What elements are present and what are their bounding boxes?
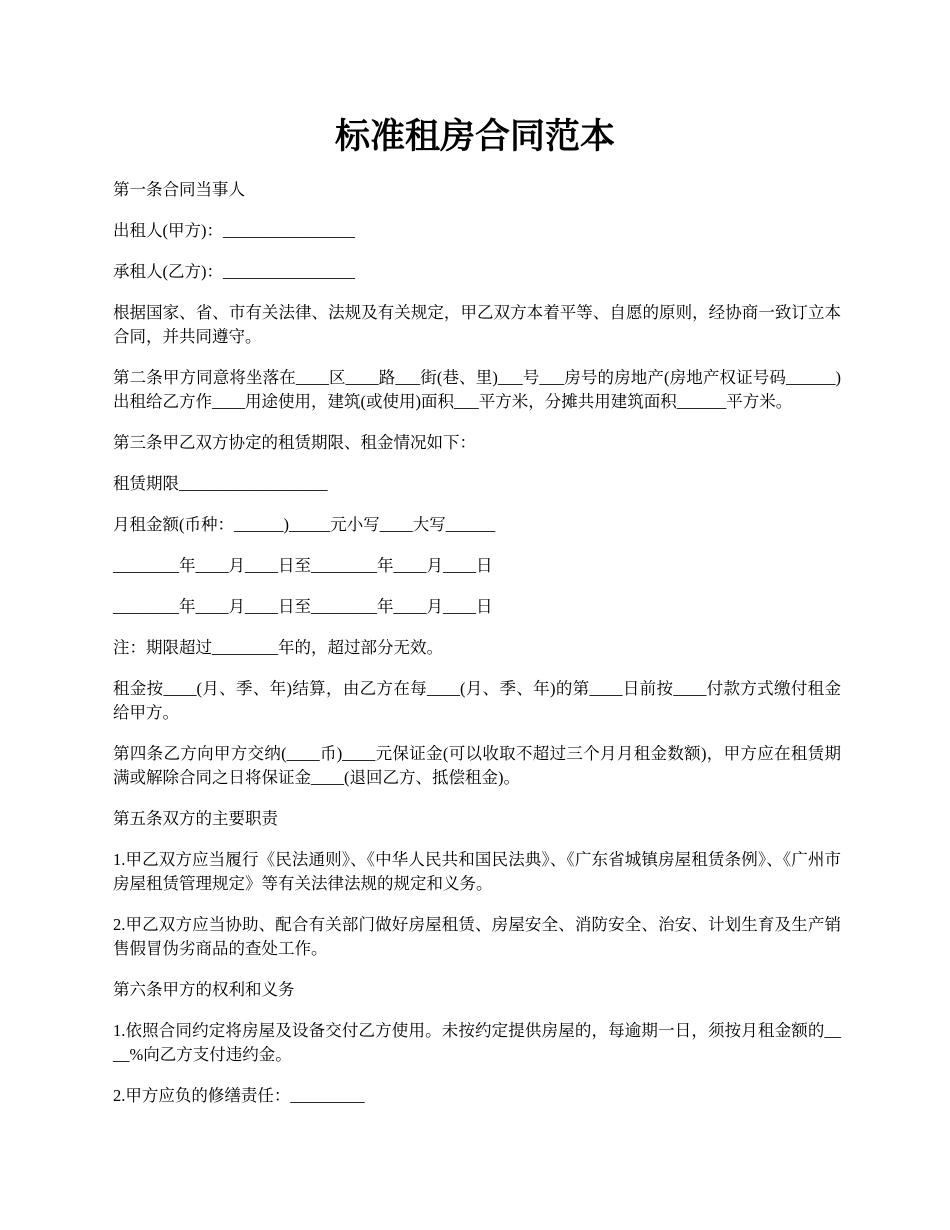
lease-term-field: 租赁期限__________________: [113, 474, 328, 493]
document-title: 标准租房合同范本: [334, 116, 615, 157]
article-5-item-1: 1.甲乙双方应当履行《民法通则》、《中华人民共和国民法典》、《广东省城镇房屋租赁条例》、《广州市房屋租赁管理规定》等有关法律法规的规定和义务。: [113, 850, 841, 893]
monthly-rent-field: 月租金额(币种：______)_____元小写____大写______: [113, 515, 496, 534]
date-range-line: ________年____月____日至________年____月____日: [113, 556, 493, 575]
article-6-item-2: 2.甲方应负的修缮责任：_________: [113, 1086, 365, 1105]
date-range-line: ________年____月____日至________年____月____日: [113, 597, 493, 616]
article-3-heading: 第三条甲乙双方协定的租赁期限、租金情况如下：: [113, 433, 476, 452]
article-5-item-2: 2.甲乙双方应当协助、配合有关部门做好房屋租赁、房屋安全、消防安全、治安、计划生育及生产销售假冒伪劣商品的查处工作。: [113, 915, 841, 958]
preamble-paragraph: 根据国家、省、市有关法律、法规及有关规定，甲乙双方本着平等、自愿的原则，经协商一致订立本合同，并共同遵守。: [113, 303, 841, 346]
rent-payment-paragraph: 租金按____(月、季、年)结算，由乙方在每____(月、季、年)的第____日前按____付款方式缴付租金给甲方。: [113, 679, 841, 722]
term-note: 注：期限超过________年的，超过部分无效。: [113, 638, 443, 657]
article-4-paragraph: 第四条乙方向甲方交纳(____币)____元保证金(可以收取不超过三个月月租金数额)，甲方应在租赁期满或解除合同之日将保证金____(退回乙方、抵偿租金)。: [113, 744, 841, 787]
lessee-field: 承租人(乙方)：________________: [113, 262, 355, 281]
article-6-heading: 第六条甲方的权利和义务: [113, 980, 295, 999]
document-body: [113, 178, 846, 1125]
article-1-heading: 第一条合同当事人: [113, 180, 245, 199]
article-5-heading: 第五条双方的主要职责: [113, 809, 278, 828]
article-6-item-1: 1.依照合同约定将房屋及设备交付乙方使用。未按约定提供房屋的，每逾期一日，须按月租金额的____%向乙方支付违约金。: [113, 1021, 841, 1064]
article-2-paragraph: 第二条甲方同意将坐落在____区____路___街(巷、里)___号___房号的房地产(房地产权证号码______) 出租给乙方作____用途使用，建筑(或使用)面积___平方米，分摊共用建筑面积______平方米。: [113, 368, 846, 411]
lessor-field: 出租人(甲方)：________________: [113, 221, 355, 240]
